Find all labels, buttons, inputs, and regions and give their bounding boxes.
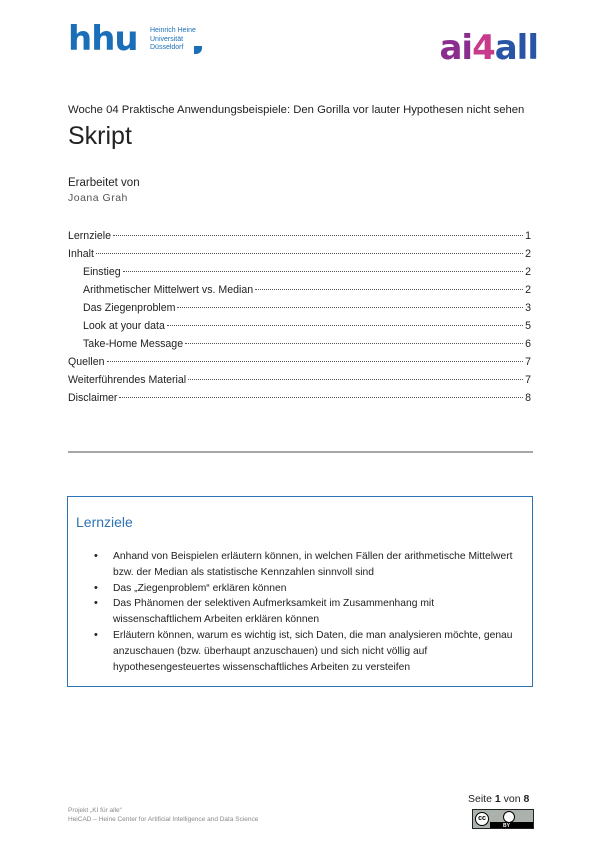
toc-label[interactable]: Disclaimer bbox=[68, 392, 118, 404]
toc-page-number: 6 bbox=[525, 338, 531, 350]
list-item: • Anhand von Beispielen erläutern können, in welchen Fällen der arithmetische Mittelwert bzw. der Median als statistische Kennzahlen sinnvoll sind bbox=[94, 549, 519, 581]
toc-entry-take-home[interactable] bbox=[68, 338, 531, 356]
toc-page-number: 2 bbox=[525, 284, 531, 296]
page-current: 1 bbox=[494, 793, 501, 805]
toc-page-number: 3 bbox=[525, 302, 531, 314]
toc-page-number: 8 bbox=[525, 392, 531, 404]
week-subtitle: Woche 04 Praktische Anwendungsbeispiele: Den Gorilla vor lauter Hypothesen nicht sehen bbox=[68, 104, 525, 116]
author-label: Erarbeitet von bbox=[68, 177, 140, 189]
toc-label[interactable]: Inhalt bbox=[68, 248, 94, 260]
table-of-contents bbox=[68, 230, 531, 410]
hhu-logo-text bbox=[150, 27, 196, 53]
footer-project-line: Projekt „KI für alle“ bbox=[68, 807, 122, 814]
toc-entry-ziegenproblem[interactable] bbox=[68, 302, 531, 320]
toc-leader bbox=[188, 379, 523, 380]
learning-objectives-box bbox=[67, 496, 533, 687]
section-divider bbox=[68, 451, 533, 453]
toc-leader bbox=[177, 307, 523, 308]
toc-entry-einstieg[interactable] bbox=[68, 266, 531, 284]
toc-leader bbox=[185, 343, 523, 344]
toc-label[interactable]: Quellen bbox=[68, 356, 105, 368]
toc-label[interactable]: Das Ziegenproblem bbox=[83, 302, 176, 314]
toc-entry-lernziele[interactable] bbox=[68, 230, 531, 248]
hhu-logo bbox=[68, 19, 208, 59]
hhu-logo-line: Universität bbox=[150, 35, 184, 43]
footer-center-line: HeiCAD – Heine Center for Artificial Intelligence and Data Science bbox=[68, 816, 259, 823]
toc-page-number: 7 bbox=[525, 374, 531, 386]
toc-label[interactable]: Lernziele bbox=[68, 230, 111, 242]
toc-entry-mittelwert-median[interactable] bbox=[68, 284, 531, 302]
page-number bbox=[468, 793, 529, 805]
toc-entry-quellen[interactable] bbox=[68, 356, 531, 374]
toc-label[interactable]: Einstieg bbox=[83, 266, 121, 278]
ai4all-logo-all: all bbox=[494, 28, 538, 68]
toc-leader bbox=[123, 271, 523, 272]
cc-by-license-icon[interactable] bbox=[472, 809, 534, 829]
license-strip bbox=[490, 822, 533, 828]
hhu-logo-dot bbox=[194, 46, 202, 54]
toc-page-number: 1 bbox=[525, 230, 531, 242]
ai4all-logo-four: 4 bbox=[472, 28, 495, 68]
toc-label[interactable]: Take-Home Message bbox=[83, 338, 184, 350]
list-item: • Erläutern können, warum es wichtig ist, sich Daten, die man analysieren möchte, genau anzuschauen (bzw. überhaupt anzuschauen) und sich nicht völlig auf hypothesengesteuertes wissenschaftliches Arbeiten zu versteifen bbox=[94, 628, 519, 675]
footer-project-info bbox=[68, 806, 258, 824]
toc-label[interactable]: Weiterführendes Material bbox=[68, 374, 187, 386]
license-by-label: BY bbox=[503, 823, 510, 829]
toc-leader bbox=[107, 361, 524, 362]
toc-label[interactable]: Look at your data bbox=[83, 320, 165, 332]
list-item: • Das Phänomen der selektiven Aufmerksamkeit im Zusammenhang mit wissenschaftlichem Arbeiten erklären können bbox=[94, 596, 519, 628]
toc-page-number: 2 bbox=[525, 248, 531, 260]
toc-page-number: 2 bbox=[525, 266, 531, 278]
hhu-logo-line: Düsseldorf bbox=[150, 44, 184, 51]
toc-entry-inhalt[interactable] bbox=[68, 248, 531, 266]
toc-page-number: 5 bbox=[525, 320, 531, 332]
toc-page-number: 7 bbox=[525, 356, 531, 368]
ai4all-logo bbox=[439, 28, 538, 68]
ai4all-logo-ai: ai bbox=[439, 28, 473, 68]
page-total: 8 bbox=[523, 793, 530, 805]
toc-leader bbox=[113, 235, 523, 236]
hhu-logo-line: Heinrich Heine bbox=[150, 27, 196, 34]
toc-leader bbox=[96, 253, 523, 254]
page-prefix: Seite bbox=[468, 793, 492, 805]
list-item: • Das „Ziegenproblem“ erklären können bbox=[94, 581, 519, 597]
hhu-logo-mark: hhu bbox=[68, 19, 138, 59]
learning-objectives-title: Lernziele bbox=[76, 514, 133, 530]
toc-leader bbox=[255, 289, 523, 290]
toc-entry-weiterfuehrend[interactable] bbox=[68, 374, 531, 392]
toc-leader bbox=[167, 325, 523, 326]
toc-entry-disclaimer[interactable] bbox=[68, 392, 531, 410]
by-person-icon bbox=[503, 811, 515, 823]
page-separator: von bbox=[503, 793, 521, 805]
toc-label[interactable]: Arithmetischer Mittelwert vs. Median bbox=[83, 284, 254, 296]
cc-icon: cc bbox=[475, 812, 489, 826]
page-title: Skript bbox=[68, 122, 132, 150]
author-name: Joana Grah bbox=[68, 192, 128, 204]
learning-objectives-list bbox=[94, 549, 519, 675]
toc-leader bbox=[119, 397, 523, 398]
toc-entry-look-at-your-data[interactable] bbox=[68, 320, 531, 338]
